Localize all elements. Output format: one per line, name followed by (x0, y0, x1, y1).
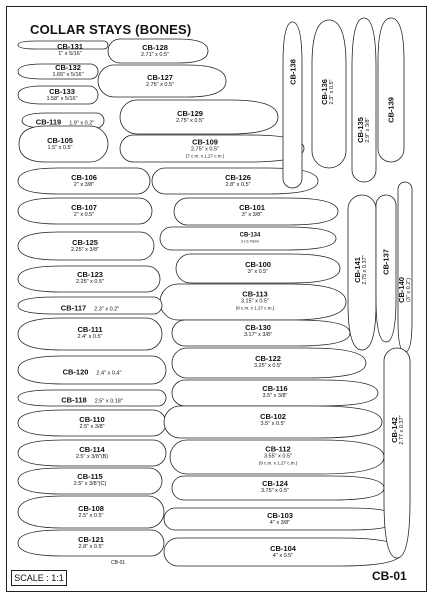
stay-dimensions: 1.58" x 5/16" (46, 96, 78, 103)
stay-dimensions: 1.5" x 0.5" (47, 145, 73, 152)
stay-code: CB-116 (262, 384, 288, 394)
stay-code: CB-106 (71, 173, 97, 183)
stay-code: CB-134 (239, 232, 261, 239)
stay-label-cb-127 (146, 73, 174, 89)
stay-label-cb-101 (239, 203, 265, 219)
stay-label-cb-126 (225, 173, 251, 189)
stay-code: CB-109 (192, 137, 218, 147)
stay-dimensions: 2.3" x 0.5" (329, 79, 336, 105)
stay-code: CB-103 (267, 511, 293, 521)
stay-code: CB-138 (288, 59, 298, 85)
stay-code: CB-136 (320, 79, 330, 105)
stay-shape-cb-135 (352, 18, 376, 182)
stay-dimensions: 4" x 3/8" (269, 520, 291, 527)
stay-label-cb-116 (262, 384, 287, 400)
stay-label-cb-124 (261, 479, 289, 495)
stay-label-cb-130 (244, 323, 272, 339)
stay-code: CB-119 (35, 117, 62, 127)
stay-dimensions: 2.8" x 0.5" (225, 182, 251, 189)
stay-label-cb-105 (47, 136, 73, 152)
stay-dimensions: 2.75" x 0.5" (175, 118, 205, 125)
stay-code: CB-131 (57, 42, 83, 52)
stay-label-cb-135 (356, 117, 372, 143)
stay-code: CB-100 (245, 260, 271, 270)
stay-label-cb-133 (46, 87, 77, 103)
stay-dimensions: 1.9" x 0.2" (69, 120, 95, 127)
stay-label-cb-136 (320, 79, 336, 105)
stay-label-cb-106 (71, 173, 97, 189)
stay-code: CB-135 (356, 117, 366, 143)
stay-dimensions: 3 x 6.70mm (240, 239, 260, 244)
stay-dimensions: 2" x 3/8" (73, 182, 95, 189)
stay-shape-cb-142 (384, 348, 410, 558)
stay-code: CB-112 (265, 444, 291, 454)
stay-label-cb-104 (270, 544, 296, 560)
stay-label-cb-109 (186, 138, 225, 159)
stay-code: CB-108 (78, 504, 104, 514)
stay-label-cb-140 (397, 277, 413, 303)
stay-code: CB-102 (260, 412, 286, 422)
stay-dimensions: 2.77 x 0.37" (399, 415, 406, 445)
stay-label-cb-107 (71, 203, 97, 219)
stay-dimensions: 2.5" x 0.5" (78, 513, 104, 520)
stay-dimensions: 1" x 5/16" (58, 51, 82, 58)
stay-dimensions: 2.5" x 3/8"(B) (75, 454, 109, 461)
stay-code: CB-132 (55, 63, 81, 73)
stay-dimensions: 2.8" x 0.5" (78, 544, 104, 551)
stay-code: CB-118 (61, 395, 87, 405)
stay-code: CB-105 (47, 136, 73, 146)
stay-code: CB-107 (71, 203, 97, 213)
stay-shape-cb-140 (398, 182, 412, 352)
stay-label-cb-141 (353, 255, 369, 284)
sheet-id: CB-01 (372, 569, 407, 583)
stay-code: CB-104 (270, 544, 296, 554)
stay-label-cb-121 (78, 535, 104, 551)
stay-code: CB-121 (78, 535, 104, 545)
stay-dimensions: 3.5" x 3/8" (262, 393, 288, 400)
stay-dimensions: 3" x 0.5" (247, 269, 269, 276)
stay-code: CB-128 (142, 43, 168, 53)
stay-label-cb-125 (71, 238, 99, 254)
stay-code: CB-141 (353, 257, 363, 283)
stay-label-cb-139 (387, 97, 396, 123)
stay-dimensions: 2.71" x 0.5" (140, 52, 170, 59)
stay-code: CB-114 (79, 445, 105, 455)
stay-dimensions: 2.4" x 0.5" (77, 334, 103, 341)
stay-code: CB-129 (177, 109, 203, 119)
stay-dimensions: 2.25" x 3/8" (70, 247, 100, 254)
stay-label-cb-103 (267, 511, 293, 527)
scale-box: SCALE : 1:1 (11, 570, 67, 586)
stay-code: CB-137 (381, 249, 391, 275)
stay-label-cb-119 (32, 110, 98, 129)
stay-code: CB-101 (239, 203, 265, 213)
stay-code: CB-113 (242, 289, 268, 299)
stay-label-cb-137 (382, 249, 391, 275)
stay-dimensions: 2.9" x 3/8" (365, 117, 372, 143)
stay-metric-dimensions: (9 c.m. x 1.27 c.m.) (258, 460, 298, 466)
stay-dimensions: 3.15" x 0.5" (240, 298, 270, 305)
stay-label-cb-132 (52, 63, 83, 79)
stay-label-cb-110 (79, 415, 104, 431)
stay-label-cb-131 (57, 42, 83, 58)
stay-metric-dimensions: (7 c.m. x 1.27 c.m.) (185, 153, 225, 159)
stay-label-cb-128 (141, 43, 169, 59)
stay-shape-cb-138 (283, 22, 302, 188)
stay-code: CB-139 (386, 97, 396, 123)
stay-dimensions: 2.5" x 3/8" (79, 424, 105, 431)
stay-label-cb-114 (76, 445, 108, 461)
stay-code: CB-123 (77, 270, 103, 280)
stay-dimensions: (3" x 0.2") (406, 277, 413, 303)
stay-metric-dimensions: (8 c.m. x 1.27 c.m.) (235, 305, 275, 311)
stay-label-cb-108 (78, 504, 104, 520)
stay-dimensions: 3.75" x 0.5" (260, 488, 290, 495)
stay-code: CB-130 (245, 323, 271, 333)
stay-label-cb-102 (260, 412, 286, 428)
stay-dimensions: 2.5" x 3/8"(C) (73, 481, 107, 488)
stay-label-cb-120 (59, 360, 126, 379)
page-title: COLLAR STAYS (BONES) (30, 22, 192, 37)
stay-code: CB-120 (62, 367, 89, 377)
stay-dimensions: 3.5" x 0.5" (260, 421, 286, 428)
stay-dimensions: 2.75" x 0.5" (145, 82, 175, 89)
stay-code: CB-115 (77, 472, 103, 482)
stay-label-cb-138 (289, 59, 298, 85)
stay-dimensions: 2.4" x 0.4" (96, 370, 122, 377)
stay-label-cb-134 (240, 232, 261, 243)
stay-dimensions: 2" x 0.5" (73, 212, 95, 219)
stay-dimensions: 1.65" x 5/16" (52, 72, 84, 79)
stay-dimensions: 2.75 x 0.37" (362, 255, 369, 285)
stay-code: CB-142 (390, 417, 400, 443)
stay-code: CB-117 (60, 303, 87, 313)
stay-label-cb-117 (57, 296, 123, 315)
stay-label-cb-112 (259, 445, 298, 466)
stay-code: CB-133 (49, 87, 75, 97)
stay-dimensions: 3.17" x 3/8" (243, 332, 273, 339)
stay-dimensions: 3.25" x 0.5" (253, 363, 283, 370)
stay-label-cb-100 (245, 260, 271, 276)
stay-dimensions: 3" x 3/8" (241, 212, 263, 219)
stay-code: CB-140 (397, 277, 407, 303)
stay-label-cb-115 (74, 472, 107, 488)
stay-label-cb-111 (77, 325, 102, 341)
stay-label-cb-122 (254, 354, 282, 370)
stay-label-cb-123 (76, 270, 104, 286)
stay-label-cb-142 (390, 415, 406, 444)
stay-code: CB-111 (77, 325, 103, 335)
stay-code: CB-122 (255, 354, 281, 364)
stay-dimensions: 2.5" x 0.18" (94, 398, 123, 405)
stay-label-cb-113 (236, 290, 275, 311)
stay-code: CB-110 (79, 415, 105, 425)
stay-code: CB-124 (262, 479, 288, 489)
stay-label-cb-129 (176, 109, 204, 125)
stay-shape-cb-139 (378, 18, 404, 162)
stay-dimensions: 2.75" x 0.5" (190, 146, 220, 153)
stay-dimensions: 3.55" x 0.5" (263, 453, 293, 460)
small-sheet-label: CB-01 (111, 560, 126, 566)
stay-code: CB-125 (72, 238, 98, 248)
stay-dimensions: 2.25" x 0.5" (75, 279, 105, 286)
stay-label-cb-118 (57, 388, 127, 407)
stay-dimensions: 2.3" x 0.2" (94, 306, 120, 313)
stay-code: CB-126 (225, 173, 251, 183)
stay-dimensions: 4" x 0.5" (272, 553, 294, 560)
stay-code: CB-127 (147, 73, 173, 83)
